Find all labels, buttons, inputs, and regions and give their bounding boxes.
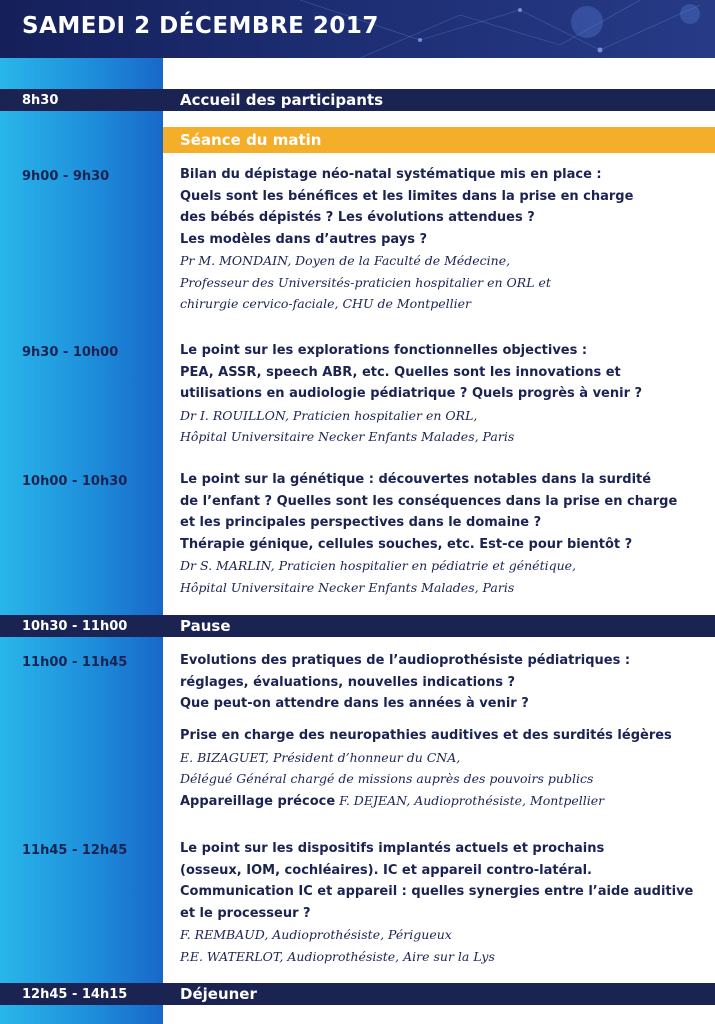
item-title-line: réglages, évaluations, nouvelles indications ? (180, 674, 516, 690)
agenda-item (180, 469, 705, 598)
item-speaker-line: Dr S. MARLIN, Praticien hospitalier en pédiatrie et génétique, (180, 558, 577, 573)
bar-label: Accueil des participants (180, 91, 384, 109)
page-title: SAMEDI 2 DÉCEMBRE 2017 (22, 13, 379, 39)
item-time: 9h00 - 9h30 (22, 169, 110, 184)
item-extra-speaker: F. DEJEAN, Audioprothésiste, Montpellier (335, 792, 605, 808)
item-title-line: des bébés dépistés ? Les évolutions attendues ? (180, 210, 535, 225)
item-title-line: Les modèles dans d’autres pays ? (180, 231, 428, 247)
session-banner (163, 127, 715, 153)
item-speaker-line: chirurgie cervico-faciale, CHU de Montpellier (180, 296, 471, 311)
item-extra-title: Appareillage précoce (180, 793, 336, 809)
bar-time: 8h30 (22, 93, 59, 108)
time-sidebar (0, 58, 163, 1024)
session-label: Séance du matin (180, 131, 322, 149)
page-header (0, 0, 715, 58)
item-speaker-line: E. BIZAGUET, Président d’honneur du CNA, (180, 749, 461, 765)
item-speaker-line: Délégué Général chargé de missions auprès des pouvoirs publics (180, 771, 594, 786)
item-title-line: utilisations en audiologie pédiatrique ? Quels progrès à venir ? (180, 386, 643, 401)
item-title-line: Evolutions des pratiques de l’audioprothésiste pédiatriques : (180, 653, 631, 668)
agenda-item (180, 650, 705, 715)
item-title-line: de l’enfant ? Quelles sont les conséquences dans la prise en charge (180, 493, 678, 509)
item-speaker-line: Professeur des Universités-praticien hospitalier en ORL et (180, 274, 551, 290)
item-title-line: et les principales perspectives dans le domaine ? (180, 515, 542, 530)
item-time: 11h00 - 11h45 (22, 655, 128, 670)
item-title-line: Quels sont les bénéfices et les limites dans la prise en charge (180, 188, 634, 204)
agenda-bar-accueil (0, 89, 715, 111)
item-title-line: Communication IC et appareil : quelles synergies entre l’aide auditive (180, 884, 694, 899)
item-title-line: PEA, ASSR, speech ABR, etc. Quelles sont les innovations et (180, 364, 621, 380)
item-speaker-line: Hôpital Universitaire Necker Enfants Malades, Paris (180, 579, 515, 595)
item-time: 9h30 - 10h00 (22, 345, 119, 360)
item-time: 11h45 - 12h45 (22, 843, 128, 858)
item-speaker-line: F. REMBAUD, Audioprothésiste, Périgueux (180, 927, 452, 942)
item-title-line: (osseux, IOM, cochléaires). IC et appareil contro-latéral. (180, 862, 592, 878)
item-speaker-line: Pr M. MONDAIN, Doyen de la Faculté de Médecine, (180, 253, 511, 268)
agenda-item (180, 164, 705, 315)
bar-time: 10h30 - 11h00 (22, 619, 128, 634)
item-time: 10h00 - 10h30 (22, 474, 128, 489)
bar-time: 12h45 - 14h15 (22, 987, 128, 1002)
item-title-line: Que peut-on attendre dans les années à venir ? (180, 696, 529, 711)
item-title-line: Le point sur la génétique : découvertes notables dans la surdité (180, 472, 652, 487)
item-title-line: Thérapie génique, cellules souches, etc. Est-ce pour bientôt ? (180, 536, 633, 552)
item-title-line: et le processeur ? (180, 905, 311, 921)
bar-label: Déjeuner (180, 985, 257, 1003)
agenda-item (180, 838, 705, 967)
item-speaker-line: Hôpital Universitaire Necker Enfants Malades, Paris (180, 429, 515, 444)
agenda-bar-pause (0, 615, 715, 637)
bar-label: Pause (180, 617, 231, 635)
agenda-item (180, 725, 705, 812)
item-speaker-line: P.E. WATERLOT, Audioprothésiste, Aire sur la Lys (180, 948, 495, 964)
item-title-line: Le point sur les explorations fonctionnelles objectives : (180, 343, 588, 358)
item-speaker-line: Dr I. ROUILLON, Praticien hospitalier en ORL, (180, 407, 478, 423)
agenda-bar-dejeuner (0, 983, 715, 1005)
item-extra-line (180, 790, 705, 813)
item-title-line: Bilan du dépistage néo-natal systématique mis en place : (180, 167, 602, 182)
item-title-line: Prise en charge des neuropathies auditives et des surdités légères (180, 728, 672, 743)
item-title-line: Le point sur les dispositifs implantés actuels et prochains (180, 841, 605, 856)
agenda-item (180, 340, 705, 448)
